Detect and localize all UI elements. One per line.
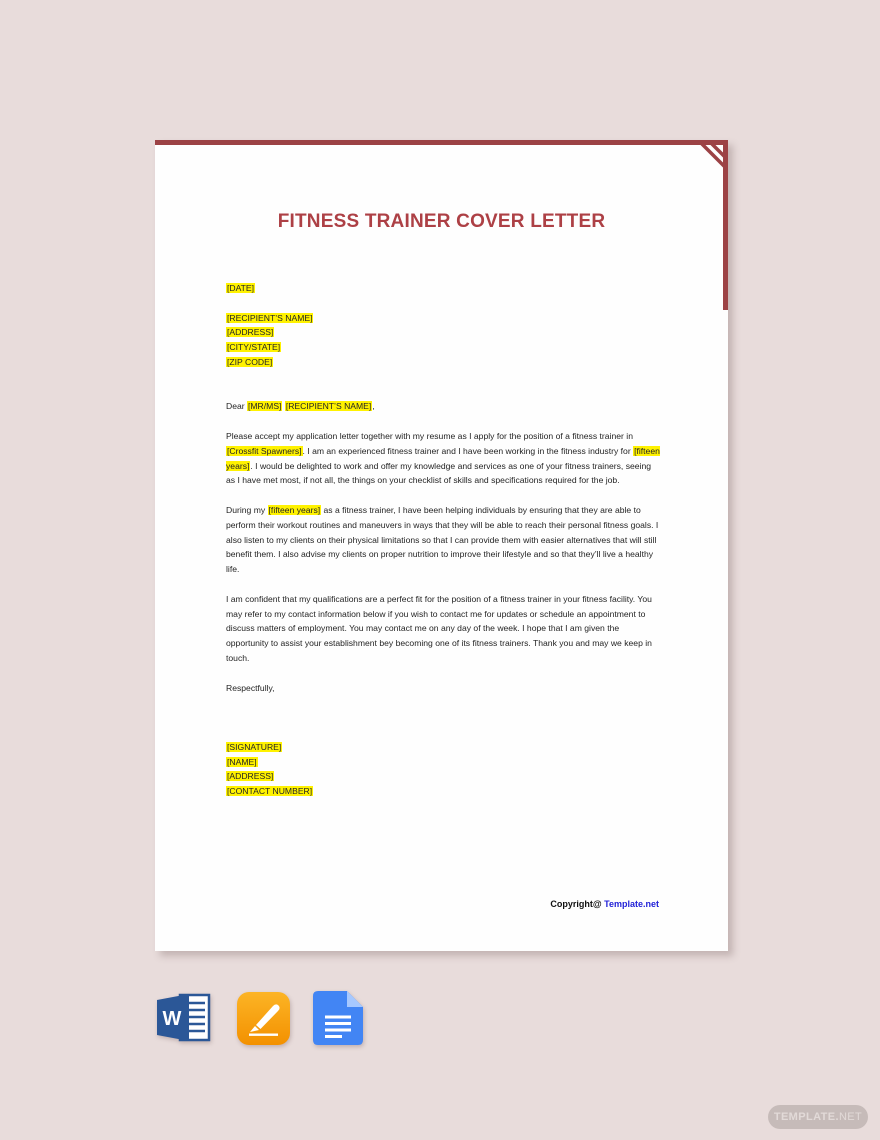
placeholder-line: [ZIP CODE]: [227, 356, 273, 367]
letter-body: [226, 281, 662, 799]
placeholder-line: [ADDRESS]: [227, 771, 274, 782]
template-net-watermark: [768, 1105, 868, 1129]
page-top-border: [155, 140, 728, 145]
placeholder-line: [RECIPIENT’S NAME]: [227, 312, 313, 323]
document-page: [155, 140, 728, 951]
signature-block: [226, 740, 662, 799]
closing-line: Respectfully,: [226, 682, 275, 693]
apple-pages-icon[interactable]: [237, 992, 290, 1045]
letter-paragraph-1: Please accept my application letter together with my resume as I apply for the position of a fitness trainer in [Crossfit Spawners]. I am an experienced fitness trainer and I have been working in the fitness industry for [fifteen years]. I would be delighted to work and offer my knowledge and services as one of your fitness trainers, seeing as I have met most, if not all, the things on your checklist of skills and specifications required for the job.: [226, 430, 660, 486]
placeholder-line: [CONTACT NUMBER]: [227, 786, 313, 797]
letter-paragraph-3: I am confident that my qualifications are a perfect fit for the position of a fitness trainer in your fitness facility. You may refer to my contact information below if you wish to contact me for updates or schedule an appointment to discuss matters of employment. You may contact me on any day of the week. I hope that I am given the opportunity to assist your establishment bey becoming one of its fitness trainers. Thank you and may we keep in touch.: [226, 593, 652, 663]
copyright-line: [550, 899, 659, 909]
letter-paragraphs: [226, 429, 662, 666]
page-title: FITNESS TRAINER COVER LETTER: [277, 211, 606, 232]
google-docs-icon[interactable]: [313, 991, 363, 1045]
watermark-label-light: NET: [838, 1111, 863, 1123]
watermark-label-bold: TEMPLATE.: [773, 1111, 839, 1123]
copyright-prefix: Copyright@: [550, 899, 605, 909]
svg-text:W: W: [162, 1008, 182, 1030]
corner-ribbon-icon: [694, 140, 728, 174]
microsoft-word-icon[interactable]: [155, 992, 211, 1043]
letter-paragraph-2: During my [fifteen years] as a fitness trainer, I have been helping individuals by ensuring that they are able to perform their workout routines and maneuvers in ways that they will be able to reach their personal fitness goals. I also listen to my clients on their physical limitations so that I can provide them with easier alternatives that will still benefit them. I also advise my clients on proper nutrition to improve their lifestyle and so that they’ll live a healthy life.: [226, 504, 659, 575]
date-placeholder: [DATE]: [227, 283, 255, 293]
brand-link[interactable]: Template.net: [604, 899, 659, 909]
salutation: Dear [MR/MS] [RECIPIENT’S NAME],: [226, 401, 375, 412]
placeholder-line: [CITY/STATE]: [227, 342, 281, 353]
placeholder-line: [SIGNATURE]: [227, 741, 282, 752]
placeholder-line: [NAME]: [227, 756, 257, 767]
placeholder-line: [ADDRESS]: [227, 327, 274, 338]
recipient-block: [226, 311, 662, 370]
